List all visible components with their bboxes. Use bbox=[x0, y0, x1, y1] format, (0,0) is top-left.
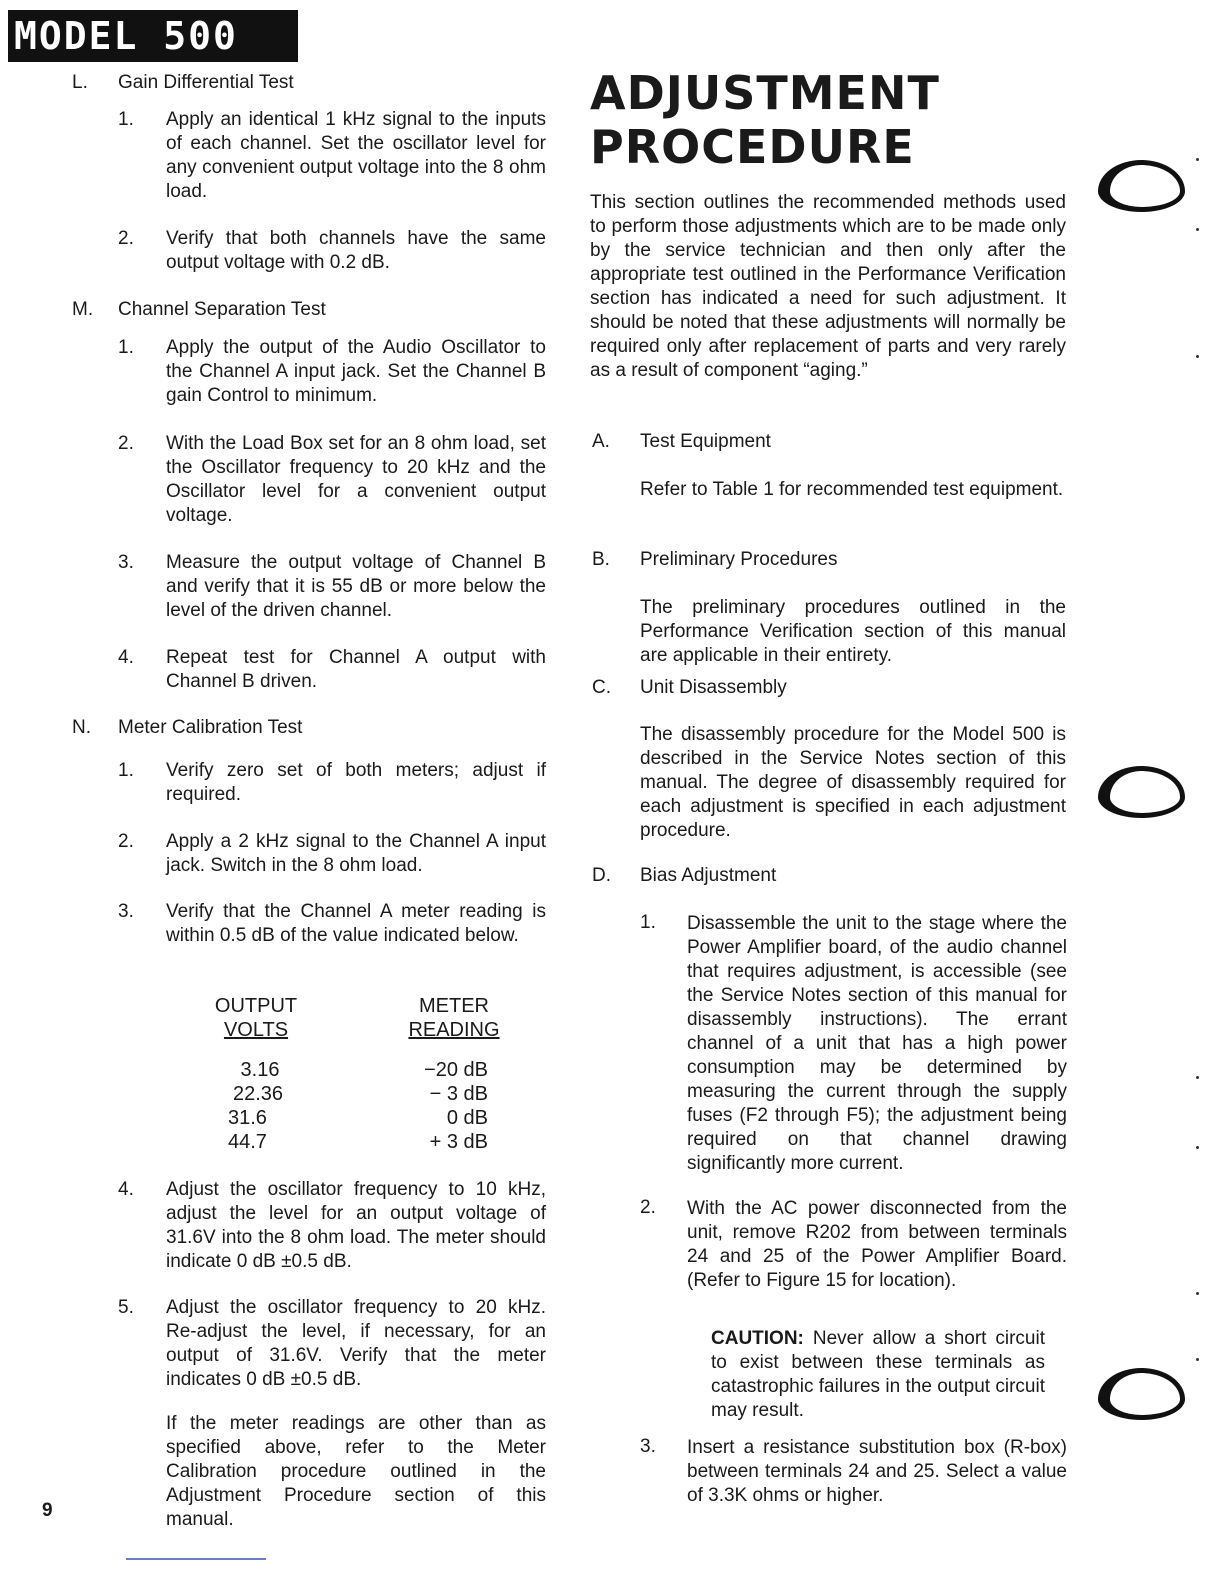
section-m-title: Channel Separation Test bbox=[118, 299, 326, 320]
section-m-item-1-text: Apply the output of the Audio Oscillator to the Channel A input jack. Set the Channel B gain Control to minimum. bbox=[166, 337, 546, 406]
table-col1-line1: OUTPUT bbox=[214, 995, 298, 1017]
table-row-3-reading: 0 dB bbox=[446, 1107, 488, 1129]
speck bbox=[1196, 355, 1199, 358]
speck bbox=[1196, 228, 1199, 231]
section-m-item-4-text: Repeat test for Channel A output with Channel B driven. bbox=[166, 647, 546, 692]
speck bbox=[1196, 1292, 1199, 1295]
section-n-item-4-text: Adjust the oscillator frequency to 10 kHz, adjust the level for an output voltage of 31.6V into the 8 ohm load. The meter should indicate 0 dB ±0.5 dB. bbox=[166, 1179, 546, 1272]
section-n-item-2-text: Apply a 2 kHz signal to the Channel A input jack. Switch in the 8 ohm load. bbox=[166, 831, 546, 876]
page-title-line-1: ADJUSTMENT bbox=[590, 66, 940, 120]
table-row-2-reading: − 3 dB bbox=[429, 1083, 488, 1105]
section-a-title: Test Equipment bbox=[640, 431, 771, 452]
table-row-1-volts: 3.16 bbox=[240, 1059, 280, 1081]
binder-hole-middle bbox=[1098, 766, 1185, 818]
intro-paragraph: This section outlines the recommended methods used to perform those adjustments which are to be made only by the service technician and then only after the appropriate test outlined in the Performance Verification section has indicated a need for such adjustment. It should be noted that these adjustments will normally be required only after replacement of parts and very rarely as a result of component “aging.” bbox=[590, 192, 1066, 381]
table-col2-line1: METER bbox=[419, 995, 489, 1017]
model-label: MODEL 500 bbox=[14, 14, 238, 58]
binder-hole-bottom bbox=[1098, 1368, 1185, 1420]
section-d-item-2-num: 2. bbox=[640, 1197, 656, 1218]
section-m-item-3-text: Measure the output voltage of Channel B and verify that it is 55 dB or more below the level of the driven channel. bbox=[166, 552, 546, 621]
section-d-item-2-text: With the AC power disconnected from the unit, remove R202 from between terminals 24 and 25 of the Power Amplifier Board. (Refer to Figure 15 for location). bbox=[687, 1198, 1067, 1291]
section-b-title: Preliminary Procedures bbox=[640, 549, 838, 570]
binder-hole-top bbox=[1098, 160, 1185, 212]
left-column bbox=[0, 0, 560, 1584]
section-m-item-2-text: With the Load Box set for an 8 ohm load, set the Oscillator frequency to 20 kHz and the Oscillator level for a convenient output voltage. bbox=[166, 433, 546, 526]
section-m-item-2-num: 2. bbox=[118, 433, 134, 454]
section-c-letter: C. bbox=[592, 677, 611, 698]
section-n-item-5-num: 5. bbox=[118, 1297, 134, 1318]
section-n-note: If the meter readings are other than as specified above, refer to the Meter Calibration procedure outlined in the Adjustment Procedure section of this manual. bbox=[166, 1413, 546, 1530]
section-n-title: Meter Calibration Test bbox=[118, 717, 303, 738]
section-c-title: Unit Disassembly bbox=[640, 677, 787, 698]
page-title bbox=[590, 66, 940, 174]
caution-note bbox=[711, 1327, 1045, 1423]
table-row-4-reading: + 3 dB bbox=[429, 1131, 488, 1153]
page-title-line-2: PROCEDURE bbox=[590, 120, 915, 174]
section-n-item-3-text: Verify that the Channel A meter reading is within 0.5 dB of the value indicated below. bbox=[166, 901, 546, 946]
section-b-letter: B. bbox=[592, 549, 610, 570]
section-m-item-3-num: 3. bbox=[118, 552, 134, 573]
section-l-item-1-text: Apply an identical 1 kHz signal to the inputs of each channel. Set the oscillator level for any convenient output voltage into the 8 ohm load. bbox=[166, 109, 546, 202]
section-m-item-1-num: 1. bbox=[118, 337, 134, 358]
table-row-1-reading: −20 dB bbox=[424, 1059, 488, 1081]
section-d-letter: D. bbox=[592, 865, 611, 886]
section-d-item-3-text: Insert a resistance substitution box (R-box) between terminals 24 and 25. Select a value of 3.3K ohms or higher. bbox=[687, 1437, 1067, 1506]
section-l-item-1-num: 1. bbox=[118, 109, 134, 130]
table-row-3-volts: 31.6 bbox=[228, 1107, 267, 1129]
section-b-body: The preliminary procedures outlined in the Performance Verification section of this manual are applicable in their entirety. bbox=[640, 597, 1066, 666]
section-l-title: Gain Differential Test bbox=[118, 72, 294, 93]
section-n-item-3-num: 3. bbox=[118, 901, 134, 922]
speck bbox=[1196, 1076, 1199, 1079]
table-row-2-volts: 22.36 bbox=[232, 1083, 284, 1105]
section-a-body: Refer to Table 1 for recommended test equipment. bbox=[640, 479, 1064, 500]
section-d-item-3-num: 3. bbox=[640, 1436, 656, 1457]
section-l-letter: L. bbox=[72, 72, 88, 93]
table-col2-line2: READING bbox=[408, 1019, 500, 1041]
section-n-letter: N. bbox=[72, 717, 91, 738]
section-n-item-1-text: Verify zero set of both meters; adjust if required. bbox=[166, 760, 546, 805]
speck bbox=[1196, 1146, 1199, 1149]
speck bbox=[1196, 158, 1199, 161]
section-m-item-4-num: 4. bbox=[118, 647, 134, 668]
page-number: 9 bbox=[42, 1500, 53, 1521]
section-m-letter: M. bbox=[72, 299, 94, 320]
caution-text: Never allow a short circuit to exist between these terminals as catastrophic failures in the output circuit may result. bbox=[711, 1328, 1045, 1421]
bottom-rule bbox=[126, 1558, 266, 1560]
table-row-4-volts: 44.7 bbox=[228, 1131, 267, 1153]
section-n-item-5-text: Adjust the oscillator frequency to 20 kHz. Re-adjust the level, if necessary, for an output of 31.6V. Verify that the meter indicates 0 dB ±0.5 dB. bbox=[166, 1297, 546, 1390]
section-n-item-4-num: 4. bbox=[118, 1179, 134, 1200]
section-l-item-2-num: 2. bbox=[118, 228, 134, 249]
section-n-item-1-num: 1. bbox=[118, 760, 134, 781]
caution-label: CAUTION: bbox=[711, 1328, 804, 1349]
section-c-body: The disassembly procedure for the Model 500 is described in the Service Notes section of this manual. The degree of disassembly required for each adjustment is specified in each adjustment procedure. bbox=[640, 724, 1066, 841]
section-l-item-2-text: Verify that both channels have the same output voltage with 0.2 dB. bbox=[166, 228, 546, 273]
section-d-title: Bias Adjustment bbox=[640, 865, 777, 886]
table-col1-line2: VOLTS bbox=[223, 1019, 289, 1041]
section-d-item-1-num: 1. bbox=[640, 912, 656, 933]
section-n-item-2-num: 2. bbox=[118, 831, 134, 852]
speck bbox=[1196, 1358, 1199, 1361]
section-d-item-1-text: Disassemble the unit to the stage where the Power Amplifier board, of the audio channel that requires adjustment, is accessible (see the Service Notes section of this manual for disassembly instructions). The errant channel of a unit that has a high power consumption may be determined by measuring the current through the supply fuses (F2 through F5); the adjustment being required on that channel drawing significantly more current. bbox=[687, 913, 1067, 1174]
section-a-letter: A. bbox=[592, 431, 610, 452]
